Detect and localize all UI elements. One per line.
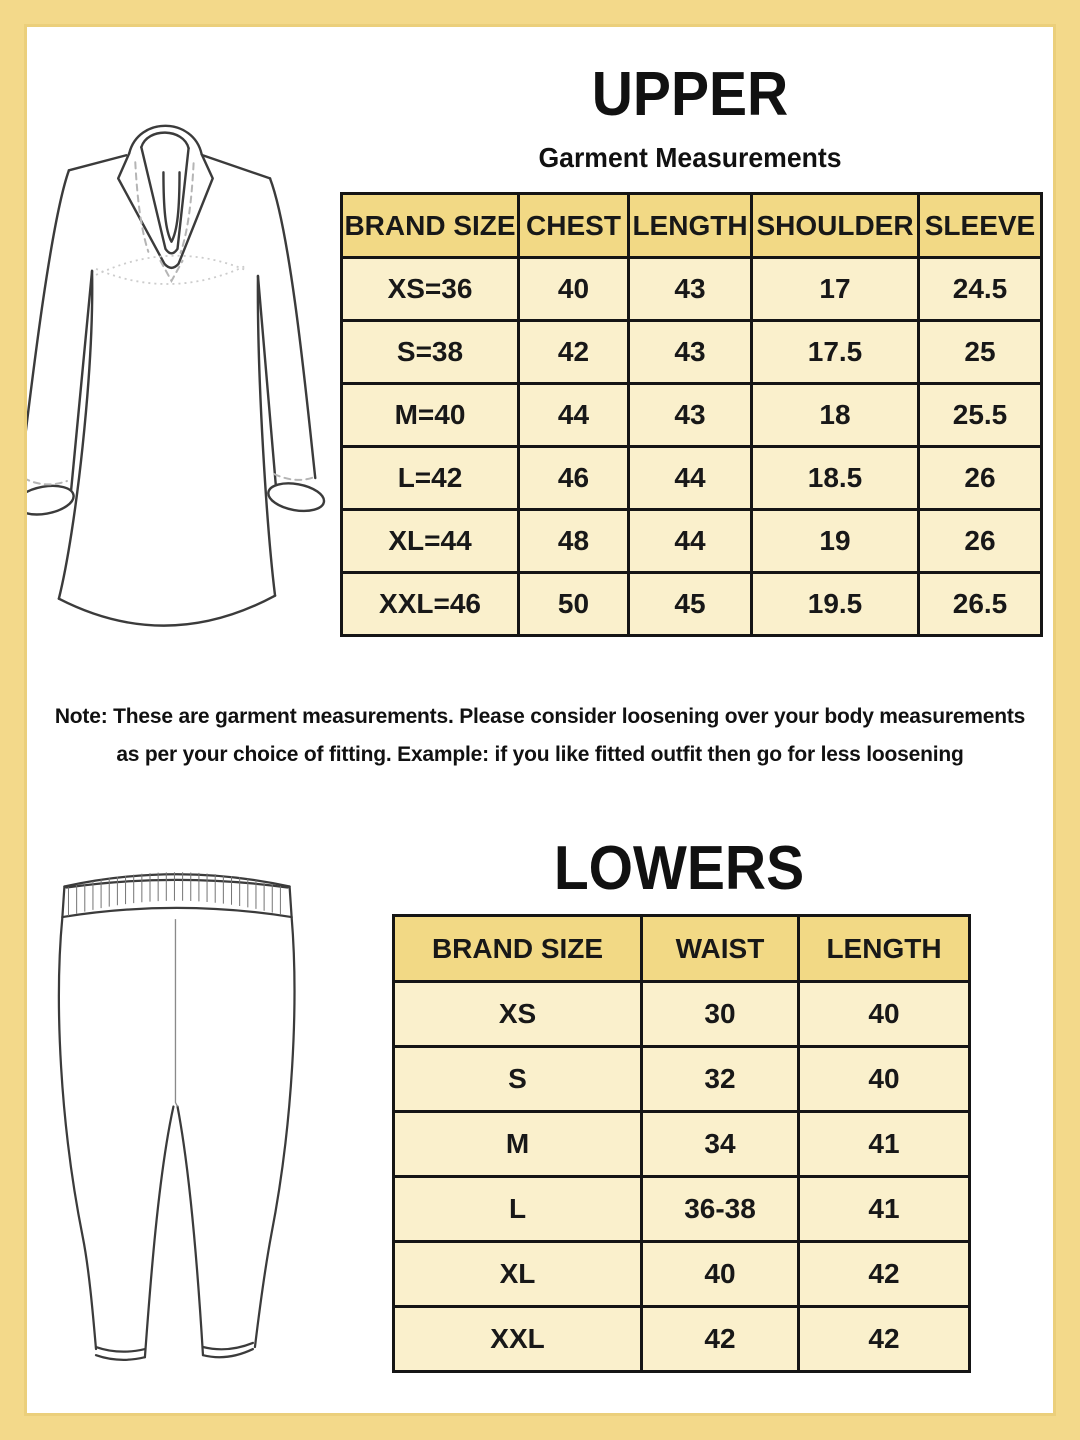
table-cell: 18.5 (752, 447, 919, 510)
table-cell: 41 (799, 1112, 970, 1177)
table-cell: 40 (799, 982, 970, 1047)
header-brand-size: BRAND SIZE (394, 916, 642, 982)
header-length: LENGTH (629, 194, 752, 258)
table-cell: 18 (752, 384, 919, 447)
table-cell: 32 (642, 1047, 799, 1112)
table-row (342, 447, 1042, 510)
lowers-title: LOWERS (553, 834, 805, 903)
table-cell: 17 (752, 258, 919, 321)
table-cell: L=42 (342, 447, 519, 510)
table-cell: XS (394, 982, 642, 1047)
table-cell: 43 (629, 258, 752, 321)
table-cell: 44 (629, 510, 752, 573)
table-row (394, 982, 970, 1047)
lowers-size-table (392, 914, 971, 1373)
table-cell: 43 (629, 321, 752, 384)
table-cell: 24.5 (919, 258, 1042, 321)
table-cell: 25 (919, 321, 1042, 384)
table-cell: 42 (642, 1307, 799, 1372)
table-cell: 50 (519, 573, 629, 636)
table-row (342, 258, 1042, 321)
note-line-2: as per your choice of fitting. Example: if you like fitted outfit then go for less loosening (116, 743, 964, 766)
table-cell: 45 (629, 573, 752, 636)
lowers-header (390, 834, 968, 903)
table-cell: S=38 (342, 321, 519, 384)
upper-header (340, 60, 1040, 174)
header-sleeve: SLEEVE (919, 194, 1042, 258)
measurement-note (25, 698, 1055, 774)
note-line-1: Note: These are garment measurements. Please consider loosening over your body measurements (54, 705, 1026, 728)
table-cell: XS=36 (342, 258, 519, 321)
table-cell: L (394, 1177, 642, 1242)
table-cell: 19.5 (752, 573, 919, 636)
table-cell: 34 (642, 1112, 799, 1177)
table-cell: 26 (919, 510, 1042, 573)
table-cell: 40 (799, 1047, 970, 1112)
header-shoulder: SHOULDER (752, 194, 919, 258)
header-waist: WAIST (642, 916, 799, 982)
table-row (342, 384, 1042, 447)
header-chest: CHEST (519, 194, 629, 258)
table-cell: XL (394, 1242, 642, 1307)
table-cell: XL=44 (342, 510, 519, 573)
table-cell: 42 (799, 1242, 970, 1307)
table-cell: 46 (519, 447, 629, 510)
table-cell: 19 (752, 510, 919, 573)
table-cell: XXL (394, 1307, 642, 1372)
table-cell: XXL=46 (342, 573, 519, 636)
table-cell: 42 (799, 1307, 970, 1372)
table-row (394, 1112, 970, 1177)
table-cell: 26.5 (919, 573, 1042, 636)
table-cell: 44 (519, 384, 629, 447)
pants-illustration (52, 860, 302, 1400)
table-cell: 40 (642, 1242, 799, 1307)
table-row (342, 510, 1042, 573)
table-row (394, 1242, 970, 1307)
table-cell: 44 (629, 447, 752, 510)
table-cell: S (394, 1047, 642, 1112)
table-cell: 41 (799, 1177, 970, 1242)
table-cell: 42 (519, 321, 629, 384)
upper-subtitle: Garment Measurements (538, 142, 842, 173)
upper-size-table (340, 192, 1043, 637)
table-cell: 40 (519, 258, 629, 321)
header-brand-size: BRAND SIZE (342, 194, 519, 258)
table-cell: M (394, 1112, 642, 1177)
table-cell: 43 (629, 384, 752, 447)
table-cell: 26 (919, 447, 1042, 510)
header-length: LENGTH (799, 916, 970, 982)
table-header-row (342, 194, 1042, 258)
table-row (394, 1177, 970, 1242)
table-row (342, 573, 1042, 636)
table-cell: 48 (519, 510, 629, 573)
table-cell: 25.5 (919, 384, 1042, 447)
table-cell: 30 (642, 982, 799, 1047)
table-cell: 17.5 (752, 321, 919, 384)
kurta-illustration (12, 108, 337, 656)
table-row (394, 1307, 970, 1372)
table-cell: 36-38 (642, 1177, 799, 1242)
upper-title: UPPER (591, 60, 789, 129)
table-cell: M=40 (342, 384, 519, 447)
table-header-row (394, 916, 970, 982)
table-row (394, 1047, 970, 1112)
table-row (342, 321, 1042, 384)
